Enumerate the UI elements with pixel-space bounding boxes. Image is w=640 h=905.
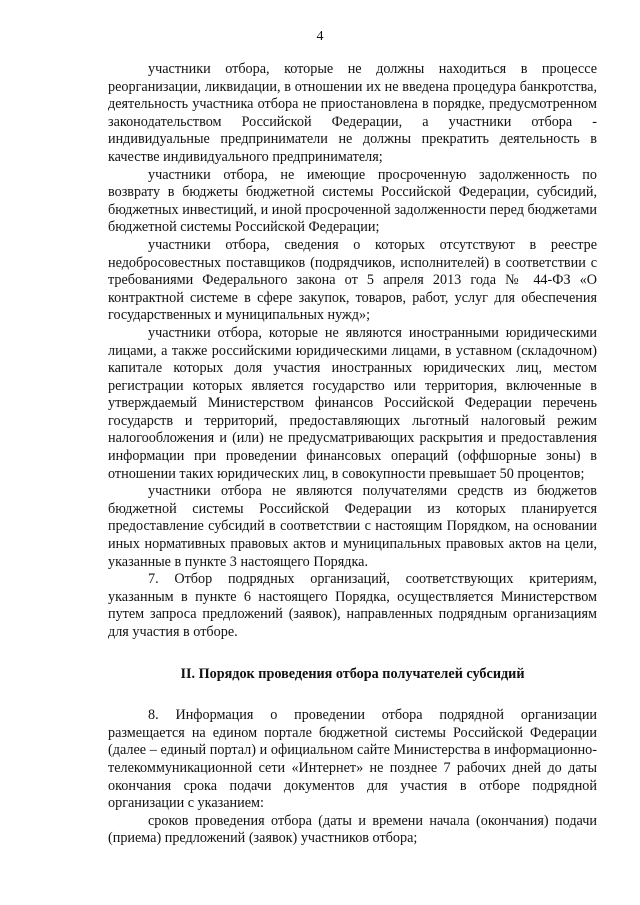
page-number: 4 — [316, 29, 324, 44]
paragraph: участники отбора не являются получателями средств из бюджетов бюджетной системы Российской Федерации из которых планируется предоставление субсидий в соответствии с настоящим Порядком, на основании иных нормативных правовых актов и муниципальных правовых актов на цели, указанные в пункте 3 настоящего Порядка. — [108, 483, 597, 570]
paragraph: сроков проведения отбора (даты и времени начала (окончания) подачи (приема) предложений (заявок) участников отбора; — [108, 812, 597, 847]
paragraph: участники отбора, которые не являются иностранными юридическими лицами, а также российскими юридическими лицами, в уставном (складочном) капитале которых доля участия иностранных юридических лиц, местом регистрации которых является государство или территория, включенные в утверждаемый Министерством финансов Российской Федерации перечень государств и территорий, предоставляющих льготный налоговый режим налогообложения и (или) не предусматривающих раскрытия и предоставления информации при проведении финансовых операций (оффшорные зоны) в отношении таких юридических лиц, в совокупности превышает 50 процентов; — [108, 324, 597, 482]
document-body — [108, 61, 597, 848]
paragraph: участники отбора, сведения о которых отсутствуют в реестре недобросовестных поставщиков (подрядчиков, исполнителей) в соответствии с требованиями Федерального закона от 5 апреля 2013 года № 44-ФЗ «О контрактной системе в сфере закупок, товаров, работ, услуг для обеспечения государственных и муниципальных нужд»; — [108, 236, 597, 324]
paragraph: 8. Информация о проведении отбора подрядной организации размещается на едином портале бюджетной системы Российской Федерации (далее – единый портал) и официальном сайте Министерства в информационно-телекоммуникационной сети «Интернет» не позднее 7 рабочих дней до даты окончания срока подачи документов для участия в отборе подрядной организации с указанием: — [108, 707, 597, 812]
section-heading: II. Порядок проведения отбора получателей субсидий — [180, 665, 525, 682]
paragraph: участники отбора, которые не должны находиться в процессе реорганизации, ликвидации, в отношении их не введена процедура банкротства, деятельность участника отбора не приостановлена в порядке, предусмотренном законодательством Российской Федерации, а участники отбора - индивидуальные предприниматели не должны прекратить деятельность в качестве индивидуального предпринимателя; — [108, 61, 597, 165]
paragraph: 7. Отбор подрядных организаций, соответствующих критериям, указанным в пункте 6 настоящего Порядка, осуществляется Министерством путем запроса предложений (заявок), направленных подрядным организациям для участия в отборе. — [108, 571, 597, 640]
paragraph: участники отбора, не имеющие просроченную задолженность по возврату в бюджеты бюджетной системы Российской Федерации, субсидий, бюджетных инвестиций, и иной просроченной задолженности перед бюджетами бюджетной системы Российской Федерации; — [108, 166, 597, 236]
